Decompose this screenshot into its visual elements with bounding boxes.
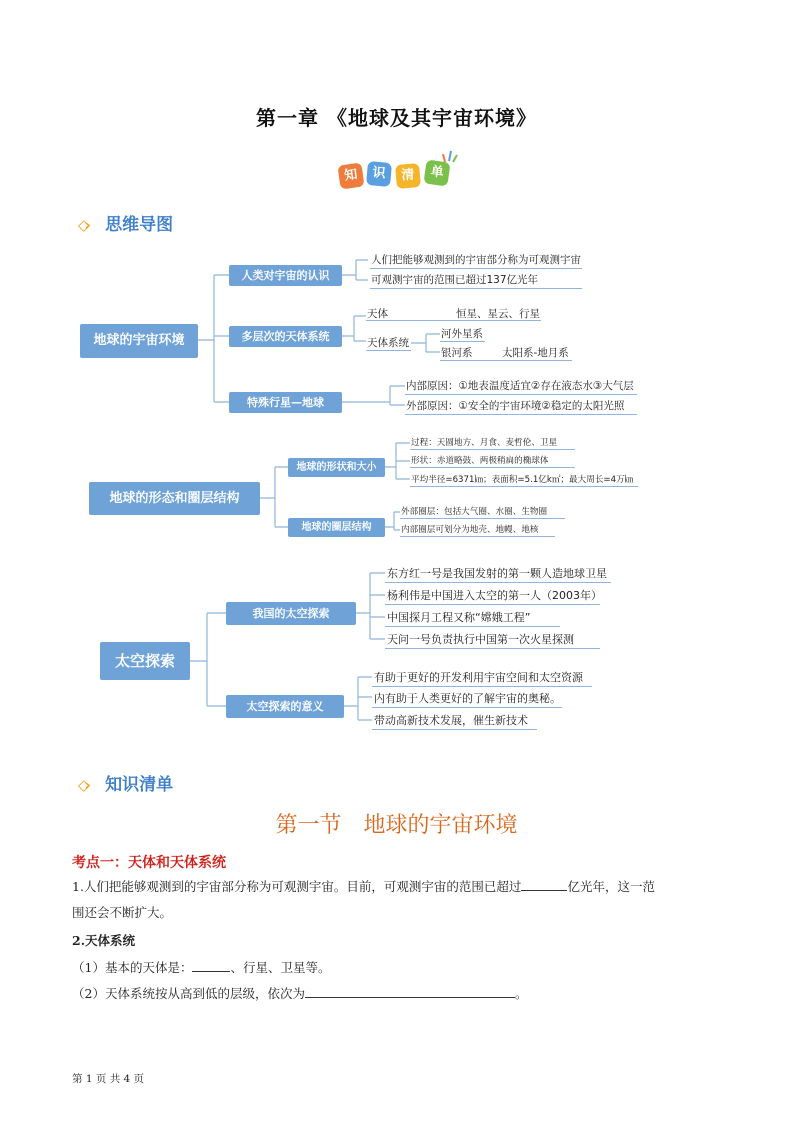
leaf-universe-range: 可观测宇宙的范围已超过137亿光年: [371, 274, 539, 286]
leaf-celestial-system: 天体系统: [367, 337, 409, 349]
node-china-space-exploration: 我国的太空探索: [226, 602, 356, 625]
leaf-internal-reasons: 内部原因：①地表温度适宜②存在液态水③大气层: [406, 380, 634, 392]
section-subtitle: 第一节 地球的宇宙环境: [275, 813, 518, 838]
fill-blank-1[interactable]: [521, 878, 567, 891]
leaf-understand-universe: 内有助于人类更好的了解宇宙的奥秘。: [374, 692, 561, 705]
badge-char-4: 单: [423, 159, 450, 186]
paragraph-system-levels: [72, 981, 527, 1007]
fill-blank-3[interactable]: [305, 985, 515, 998]
leaf-dongfanghong: 东方红一号是我国发射的第一颗人造地球卫星: [387, 567, 607, 580]
section-title-mindmap: 思维导图: [105, 215, 174, 235]
node-human-understanding: 人类对宇宙的认识: [229, 265, 342, 286]
leaf-tianwen-1: 天问一号负责执行中国第一次火星探测: [387, 633, 574, 646]
test-point-heading: 考点一：天体和天体系统: [72, 855, 226, 871]
section-title-knowledge: 知识清单: [105, 775, 174, 795]
badge-char-1: 知: [337, 162, 364, 189]
node-special-planet: 特殊行星—地球: [229, 392, 342, 413]
node-earth-cosmic-environment: 地球的宇宙环境: [80, 324, 198, 358]
p1-text-b: 亿光年，这一范: [567, 879, 655, 894]
node-earth-shape-size: 地球的形状和大小: [288, 458, 385, 477]
page-footer: 第 1 页 共 4 页: [72, 1073, 145, 1085]
leaf-observable-universe: 人们把能够观测到的宇宙部分称为可观测宇宙: [371, 254, 581, 266]
paragraph-observable-universe: [72, 874, 722, 926]
fill-blank-2[interactable]: [192, 959, 230, 972]
leaf-external-layers: 外部圈层：包括大气圈、水圈、生物圈: [401, 507, 548, 517]
node-space-exploration-significance: 太空探索的意义: [226, 695, 344, 718]
badge-char-3: 清: [395, 163, 421, 189]
p1-text-a: 1.人们把能够观测到的宇宙部分称为可观测宇宙。目前，可观测宇宙的范围已超过: [72, 879, 522, 894]
node-earth-shape-structure: 地球的形态和圈层结构: [89, 482, 260, 515]
leaf-external-reasons: 外部原因：①安全的宇宙环境②稳定的太阳光照: [406, 400, 625, 412]
paragraph-celestial-systems-heading: 2.天体系统: [72, 933, 136, 948]
p1-text-c: 围还会不断扩大。: [72, 905, 173, 920]
leaf-extragalactic: 河外星系: [441, 328, 483, 340]
leaf-change-project: 中国探月工程又称“嫦娥工程”: [387, 611, 531, 624]
double-chevron-icon: ◇›: [78, 216, 86, 234]
badge-char-2: 识: [366, 161, 392, 187]
paragraph-basic-bodies: [72, 955, 330, 981]
p3-text-a: （1）基本的天体是：: [72, 960, 193, 975]
p3-text-b: 、行星、卫星等。: [230, 960, 331, 975]
leaf-cognition-process: 过程：天圆地方、月食、麦哲伦、卫星: [411, 438, 558, 448]
node-earth-layers: 地球的圈层结构: [288, 518, 385, 537]
leaf-milky-way: 银河系: [441, 347, 473, 359]
p4-text-b: 。: [514, 986, 528, 1001]
double-chevron-icon: ◇›: [78, 776, 86, 794]
leaf-earth-size: 平均半径=6371㎞；表面积=5.1亿k㎡；最大周长=4万㎞: [411, 475, 634, 485]
page-title: 第一章 《地球及其宇宙环境》: [256, 106, 537, 130]
leaf-solar-system: 太阳系-地月系: [502, 347, 569, 359]
leaf-earth-shape: 形状：赤道略鼓、两极稍扁的椭球体: [411, 456, 549, 466]
leaf-yang-liwei: 杨利伟是中国进入太空的第一人（2003年）: [387, 589, 602, 602]
node-celestial-systems: 多层次的天体系统: [229, 326, 342, 347]
leaf-celestial-body-examples: 恒星、星云、行星: [456, 308, 540, 320]
leaf-develop-space-resources: 有助于更好的开发利用宇宙空间和太空资源: [374, 671, 583, 684]
leaf-celestial-body: 天体: [367, 308, 388, 320]
knowledge-section-header: [78, 770, 173, 795]
p4-text-a: （2）天体系统按从高到低的层级，依次为: [72, 986, 305, 1001]
leaf-internal-layers: 内部圈层可划分为地壳、地幔、地核: [401, 525, 539, 535]
node-space-exploration: 太空探索: [100, 642, 190, 680]
leaf-new-technology: 带动高新技术发展，催生新技术: [374, 714, 528, 727]
